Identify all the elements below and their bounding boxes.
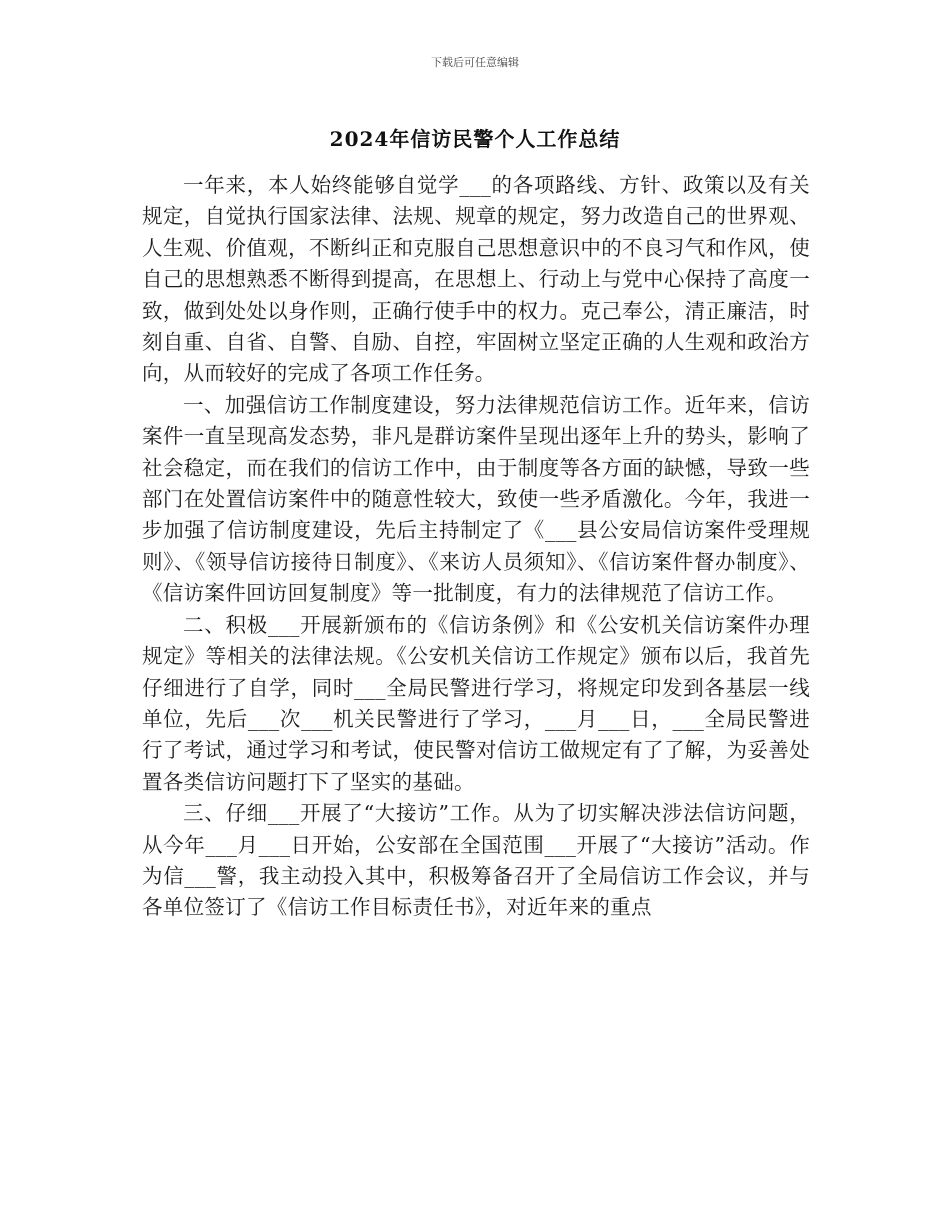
paragraph-intro: 一年来，本人始终能够自觉学___的各项路线、方针、政策以及有关规定，自觉执行国家法律、法规、规章的规定，努力改造自己的世界观、人生观、价值观，不断纠正和克服自己思想意识中的不良习气和作风，使自己的思想熟悉不断得到提高，在思想上、行动上与党中心保持了高度一致，做到处处以身作则，正确行使手中的权力。克己奉公，清正廉洁，时刻自重、自省、自警、自励、自控，牢固树立坚定正确的人生观和政治方向，从而较好的完成了各项工作任务。 [142, 173, 810, 386]
document-body [142, 170, 810, 924]
header-note: 下载后可任意编辑 [431, 56, 519, 69]
document-title: 2024年信访民警个人工作总结 [329, 127, 621, 151]
paragraph-section-2: 二、积极___开展新颁布的《信访条例》和《公安机关信访案件办理规定》等相关的法律法规。《公安机关信访工作规定》颁布以后，我首先仔细进行了自学，同时___全局民警进行学习，将规定印发到各基层一线单位，先后___次___机关民警进行了学习，___月___日，___全局民警进行了考试，通过学习和考试，使民警对信访工做规定有了了解，为妥善处置各类信访问题打下了坚实的基础。 [142, 612, 810, 794]
paragraph-section-3: 三、仔细___开展了“大接访”工作。从为了切实解决涉法信访问题，从今年___月___日开始，公安部在全国范围___开展了“大接访”活动。作为信___警，我主动投入其中，积极筹备召开了全局信访工作会议，并与各单位签订了《信访工作目标责任书》，对近年来的重点 [142, 801, 810, 920]
paragraph-section-1: 一、加强信访工作制度建设，努力法律规范信访工作。近年来，信访案件一直呈现高发态势，非凡是群访案件呈现出逐年上升的势头，影响了社会稳定，而在我们的信访工作中，由于制度等各方面的缺憾，导致一些部门在处置信访案件中的随意性较大，致使一些矛盾激化。今年，我进一步加强了信访制度建设，先后主持制定了《___县公安局信访案件受理规则》、《领导信访接待日制度》、《来访人员须知》、《信访案件督办制度》、《信访案件回访回复制度》等一批制度，有力的法律规范了信访工作。 [142, 392, 810, 606]
